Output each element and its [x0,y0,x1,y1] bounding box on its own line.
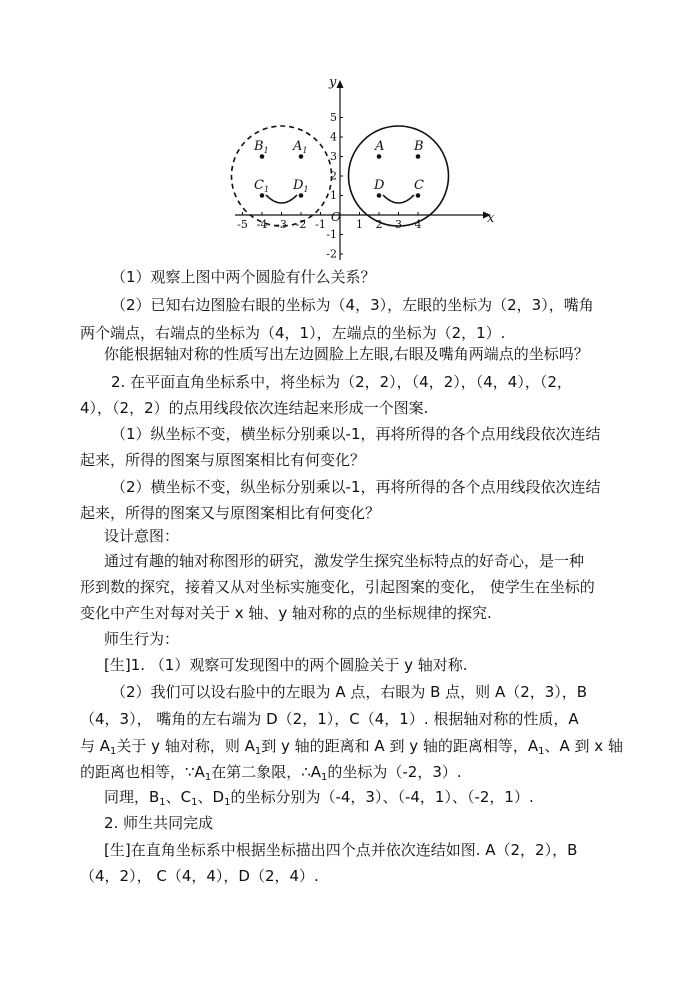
y-tick-label: -2 [326,247,337,261]
text-line-19: 与 $A_1$关于 y 轴对称，则 $A_1$到 y 轴的距离和 A 到 y 轴的距离相等，$A_1$、A 到 x 轴 [80,737,623,757]
origin-label: O [331,210,341,224]
text-line-16: [生]1. （1）观察可发现图中的两个圆脸关于 y 轴对称. [104,656,468,674]
x-tick-label: -1 [315,218,326,231]
text-line-11: 设计意图： [104,527,180,545]
x-tick-label: -3 [276,218,287,231]
point-label-C: C [414,178,424,193]
text-line-10: 起来，所得的图案又与原图案相比有何变化？ [80,504,381,522]
left-face-circle [232,126,332,226]
text-line-22: 2. 师生共同完成 [104,814,214,832]
coordinate-figure [225,70,505,265]
left-face-mouth [266,195,297,203]
text-line-15: 师生行为： [104,630,180,648]
x-tick-label: 3 [395,218,402,231]
point-label-A: A [375,139,385,154]
text-line-8: 起来，所得的图案与原图案相比有何变化？ [80,451,366,469]
text-line-12: 通过有趣的轴对称图形的研究，激发学生探究坐标特点的好奇心，是一种 [104,552,585,570]
text-line-5: 2. 在平面直角坐标系中，将坐标为（2，2），（4，2），（4，4），（2， [111,373,572,391]
right-face-eye-B [416,154,421,159]
text-line-1: （1）观察上图中两个圆脸有什么关系？ [111,268,376,286]
text-line-13: 形到数的探究，接着又从对坐标实施变化，引起图案的变化， 使学生在坐标的 [80,578,595,596]
right-face-mouth-C [416,193,421,198]
text-line-4: 你能根据轴对称的性质写出左边圆脸上左眼,右眼及嘴角两端点的坐标吗？ [104,345,589,363]
y-tick-label: 3 [330,150,337,163]
text-line-2: （2）已知右边图脸右眼的坐标为（4，3），左眼的坐标为（2，3），嘴角 [111,296,594,314]
y-axis-arrow [337,80,344,88]
point-label-B: B [414,139,424,154]
x-tick-label: 2 [375,218,383,231]
text-line-24: （4，2）， C（4，4），D（2，4）. [80,867,319,885]
point-label-A1: $A_1$ [293,139,308,155]
right-face-mouth [383,195,414,203]
x-tick-label: -5 [237,218,248,231]
y-tick-label: 4 [330,130,337,144]
right-face-eye-A [377,154,382,159]
x-tick-label: 4 [414,218,422,231]
text-line-6: 4），（2，2）的点用线段依次连结起来形成一个图案. [80,399,429,417]
x-axis-label: x [487,211,495,226]
text-line-9: （2）横坐标不变，纵坐标分别乘以-1，再将所得的各个点用线段依次连结 [111,478,601,496]
y-tick-labels [326,111,337,261]
x-tick-label: -2 [295,218,307,231]
point-label-B1: $B_1$ [254,139,269,155]
text-line-14: 变化中产生对每对关于 x 轴、y 轴对称的点的坐标规律的探究. [80,604,492,622]
text-line-3: 两个端点，右端点的坐标为（4，1），左端点的坐标为（2，1）. [80,324,506,342]
point-label-D1: $D_1$ [293,178,309,194]
x-tick-label: 1 [356,218,363,231]
y-tick-label: 5 [330,111,337,124]
y-tick-label: -1 [326,228,337,241]
point-label-D: D [374,178,385,193]
y-tick-label: 2 [330,169,337,183]
text-line-18: （4，3）， 嘴角的左右端为 D（2，1），C（4，1）. 根据轴对称的性质，A [80,710,579,728]
y-axis-label: y [329,75,337,90]
x-tick-label: -4 [256,218,268,231]
text-line-20: 的距离也相等，$\because A_1$在第二象限，$\therefore A_1$的坐标为（-2，3）. [80,763,462,783]
text-line-21: 同理，$B_1$、$C_1$、$D_1$的坐标分别为（-4，3）、（-4，1）、（-2，1）. [104,788,534,808]
y-tick-label: 1 [330,189,337,202]
point-label-C1: $C_1$ [254,178,270,194]
right-face-mouth-D [377,193,382,198]
text-line-7: （1）纵坐标不变，横坐标分别乘以-1，再将所得的各个点用线段依次连结 [111,425,601,443]
text-line-17: （2）我们可以设右脸中的左眼为 A 点，右眼为 B 点，则 A（2，3），B [111,683,588,701]
text-line-23: [生]在直角坐标系中根据坐标描出四个点并依次连结如图. A（2，2），B [104,841,578,859]
right-face-circle [349,126,449,226]
